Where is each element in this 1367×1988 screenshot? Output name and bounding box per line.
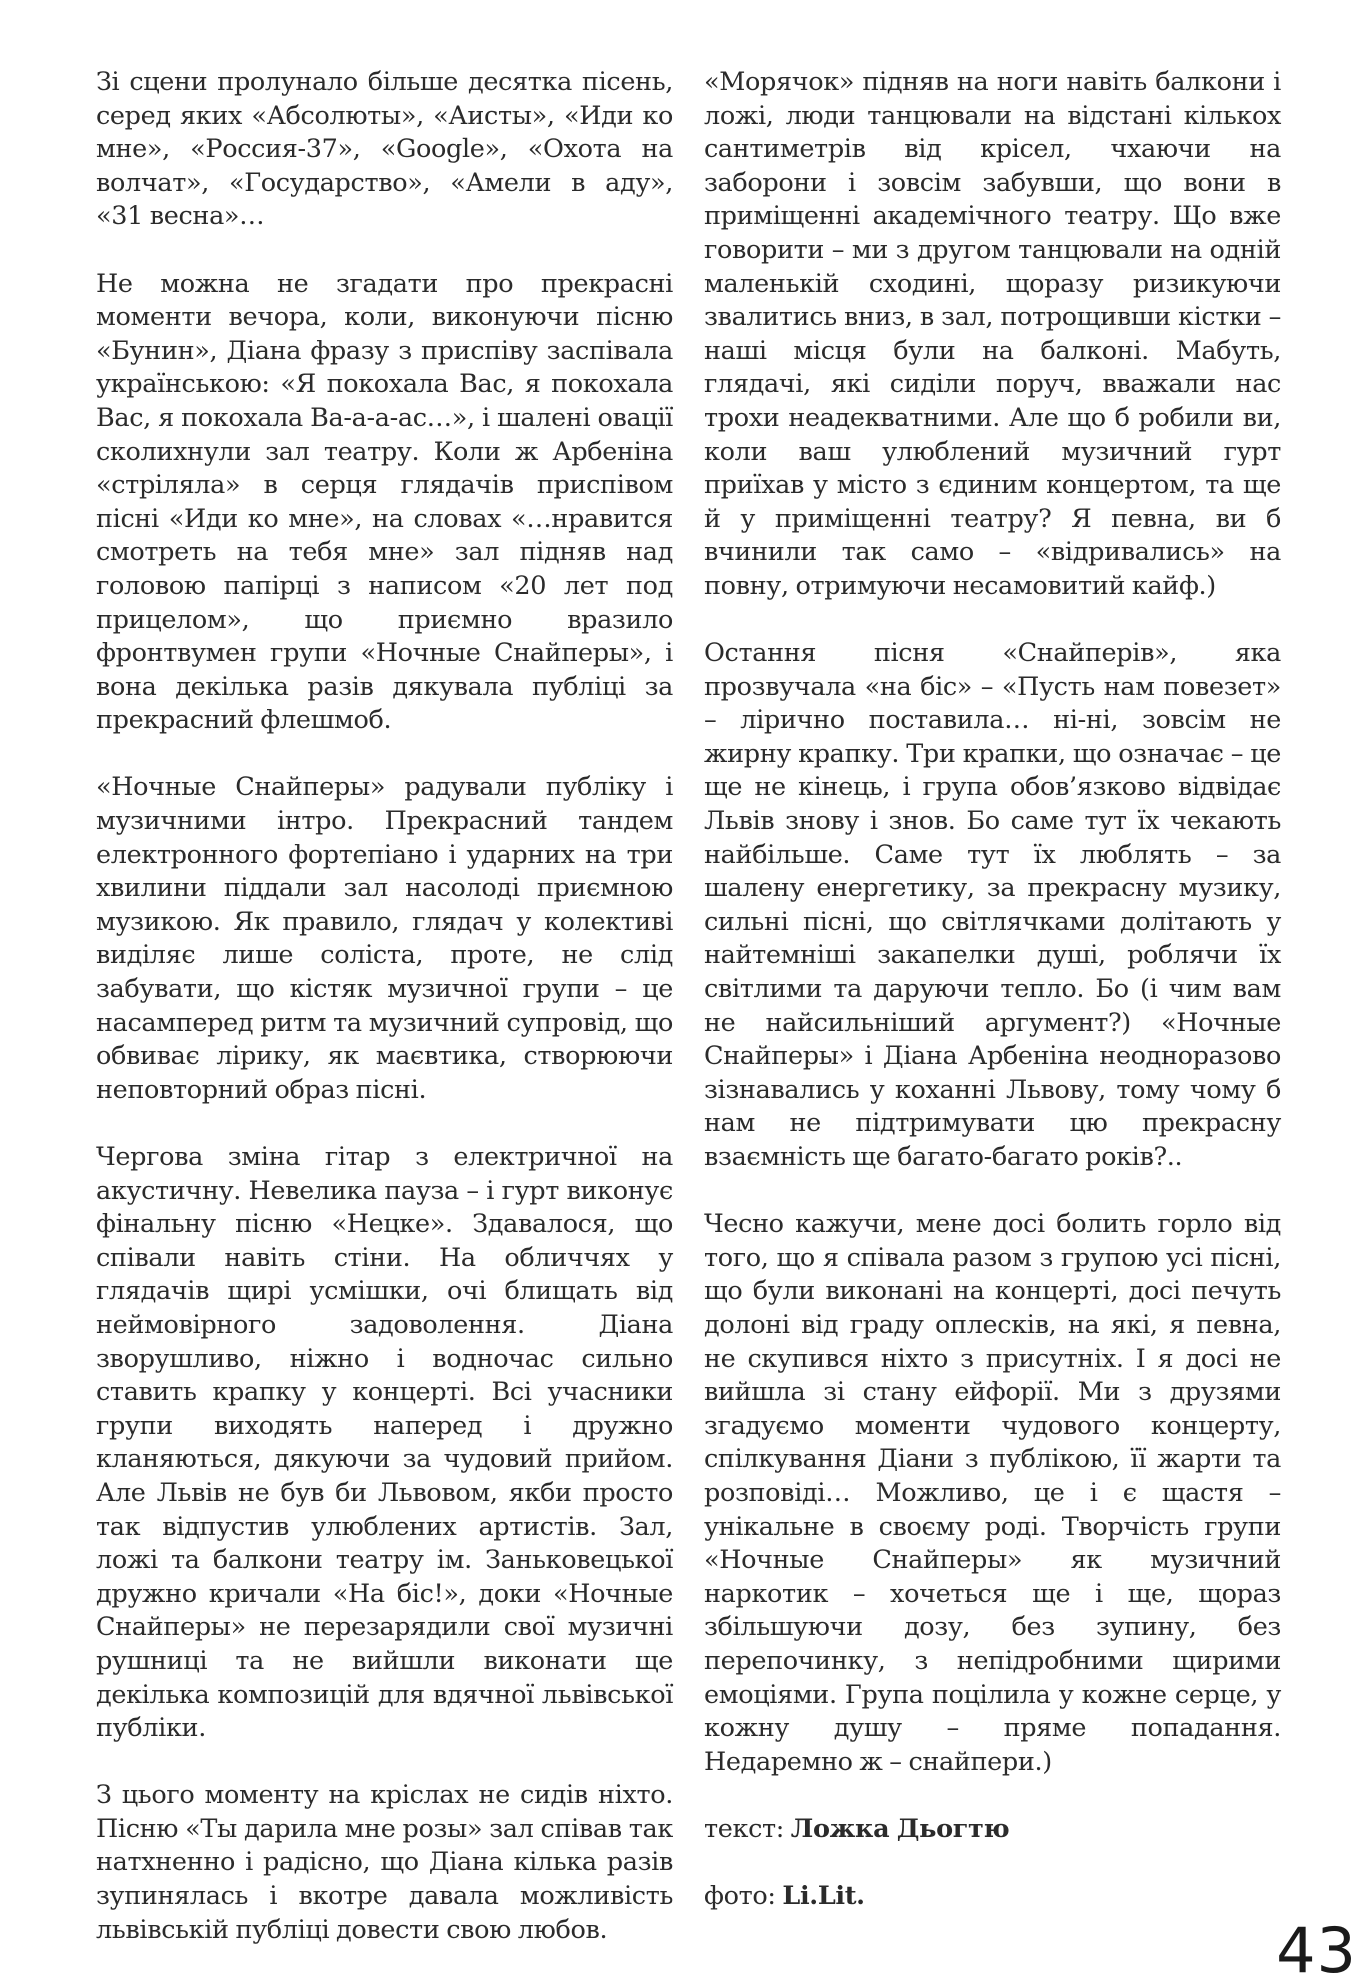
paragraph: «Ночные Снайперы» радували публіку і музичними інтро. Прекрасний тандем електронного фортепіано і ударних на три хвилини піддали зал насолоді приємною музикою. Як правило, глядач у колективі виділяє лише соліста, проте, не слід забувати, що кістяк музичної групи – це насамперед ритм та музичний супровід, що обвиває лірику, як маєвтика, створюючи неповторний образ пісні.	[96, 772, 673, 1105]
left-column	[96, 66, 673, 1947]
paragraph: З цього моменту на кріслах не сидів ніхто. Пісню «Ты дарила мне розы» зал співав так натхненно і радісно, що Діана кілька разів зупинялась і вкотре давала можливість львівській публіці довести свою любов.	[96, 1780, 673, 1945]
text-credit	[704, 1813, 1281, 1847]
paragraph: «Морячок» підняв на ноги навіть балкони і ложі, люди танцювали на відстані кількох сантиметрів від крісел, чхаючи на заборони і зовсім забувши, що вони в приміщенні академічного театру. Що вже говорити – ми з другом танцювали на одній маленькій сходині, щоразу ризикуючи звалитись вниз, в зал, потрощивши кістки – наші місця були на балконі. Мабуть, глядачі, які сиділи поруч, вважали нас трохи неадекватними. Але що б робили ви, коли ваш улюблений музичний гурт приїхав у місто з єдиним концертом, та ще й у приміщенні театру? Я певна, ви б вчинили так само – «відривались» на повну, отримуючи несамовитий кайф.)	[704, 67, 1281, 601]
text-credit-author: Ложка Дьогтю	[790, 1813, 1010, 1844]
paragraph: Чесно кажучи, мене досі болить горло від того, що я співала разом з групою усі пісні, що були виконані на концерті, досі печуть долоні від граду оплесків, на які, я певна, не скупився ніхто з присутніх. І я досі не вийшла зі стану ейфорії. Ми з друзями згадуємо моменти чудового концерту, спілкування Діани з публікою, її жарти та розповіді… Можливо, це і є щастя – унікальне в своєму роді. Творчість групи «Ночные Снайперы» як музичний наркотик – хочеться ще і ще, щораз збільшуючи дозу, без зупину, без перепочинку, з непідробними щирими емоціями. Група поцілила у кожне серце, у кожну душу – пряме попадання. Недаремно ж – снайпери.)	[704, 1209, 1281, 1777]
photo-credit	[704, 1880, 1281, 1914]
paragraph: Не можна не згадати про прекрасні моменти вечора, коли, виконуючи пісню «Бунин», Діана фразу з приспіву заспівала українською: «Я покохала Вас, я покохала Вас, я покохала Ва-а-а-ас…», і шалені овації сколихнули зал театру. Коли ж Арбеніна «стріляла» в серця глядачів приспівом пісні «Иди ко мне», на словах «…нравится смотреть на тебя мне» зал підняв над головою папірці з написом «20 лет под прицелом», що приємно вразило фронтвумен групи «Ночные Снайперы», і вона декілька разів дякувала публіці за прекрасний флешмоб.	[96, 268, 673, 736]
paragraph: Зі сцени пролунало більше десятка пісень, серед яких «Абсолюты», «Аисты», «Иди ко мне», «Россия-37», «Google», «Охота на волчат», «Государство», «Амели в аду», «31 весна»…	[96, 67, 673, 232]
paragraph: Чергова зміна гітар з електричної на акустичну. Невелика пауза – і гурт виконує фінальну пісню «Нецке». Здавалося, що співали навіть стіни. На обличчях у глядачів щирі усмішки, очі блищать від неймовірного задоволення. Діана зворушливо, ніжно і водночас сильно ставить крапку у концерті. Всі учасники групи виходять наперед і дружно кланяються, дякуючи за чудовий прийом. Але Львів не був би Львовом, якби просто так відпустив улюблених артистів. Зал, ложі та балкони театру ім. Заньковецької дружно кричали «На біс!», доки «Ночные Снайперы» не перезарядили свої музичні рушниці та не вийшли виконати ще декілька композицій для вдячної львівської публіки.	[96, 1142, 673, 1744]
paragraph: Остання пісня «Снайперів», яка прозвучала «на біс» – «Пусть нам повезет» – лірично поставила… ні-ні, зовсім не жирну крапку. Три крапки, що означає – це ще не кінець, і група обов’язково відвідає Львів знову і знов. Бо саме тут їх чекають найбільше. Саме тут їх люблять – за шалену енергетику, за прекрасну музику, сильні пісні, що світлячками долітають у найтемніші закапелки душі, роблячи їх світлими та даруючи тепло. Бо (і чим вам не найсильніший аргумент?) «Ночные Снайперы» і Діана Арбеніна неодноразово зізнавались у коханні Львову, тому чому б нам не підтримувати цю прекрасну взаємність ще багато-багато років?..	[704, 638, 1281, 1172]
credits	[704, 1813, 1281, 1914]
text-credit-label: текст:	[704, 1813, 785, 1844]
right-column	[704, 66, 1281, 1914]
photo-credit-author: Li.Lit.	[782, 1881, 865, 1912]
page-number: 43	[1276, 1914, 1357, 1987]
photo-credit-label: фото:	[704, 1881, 776, 1912]
